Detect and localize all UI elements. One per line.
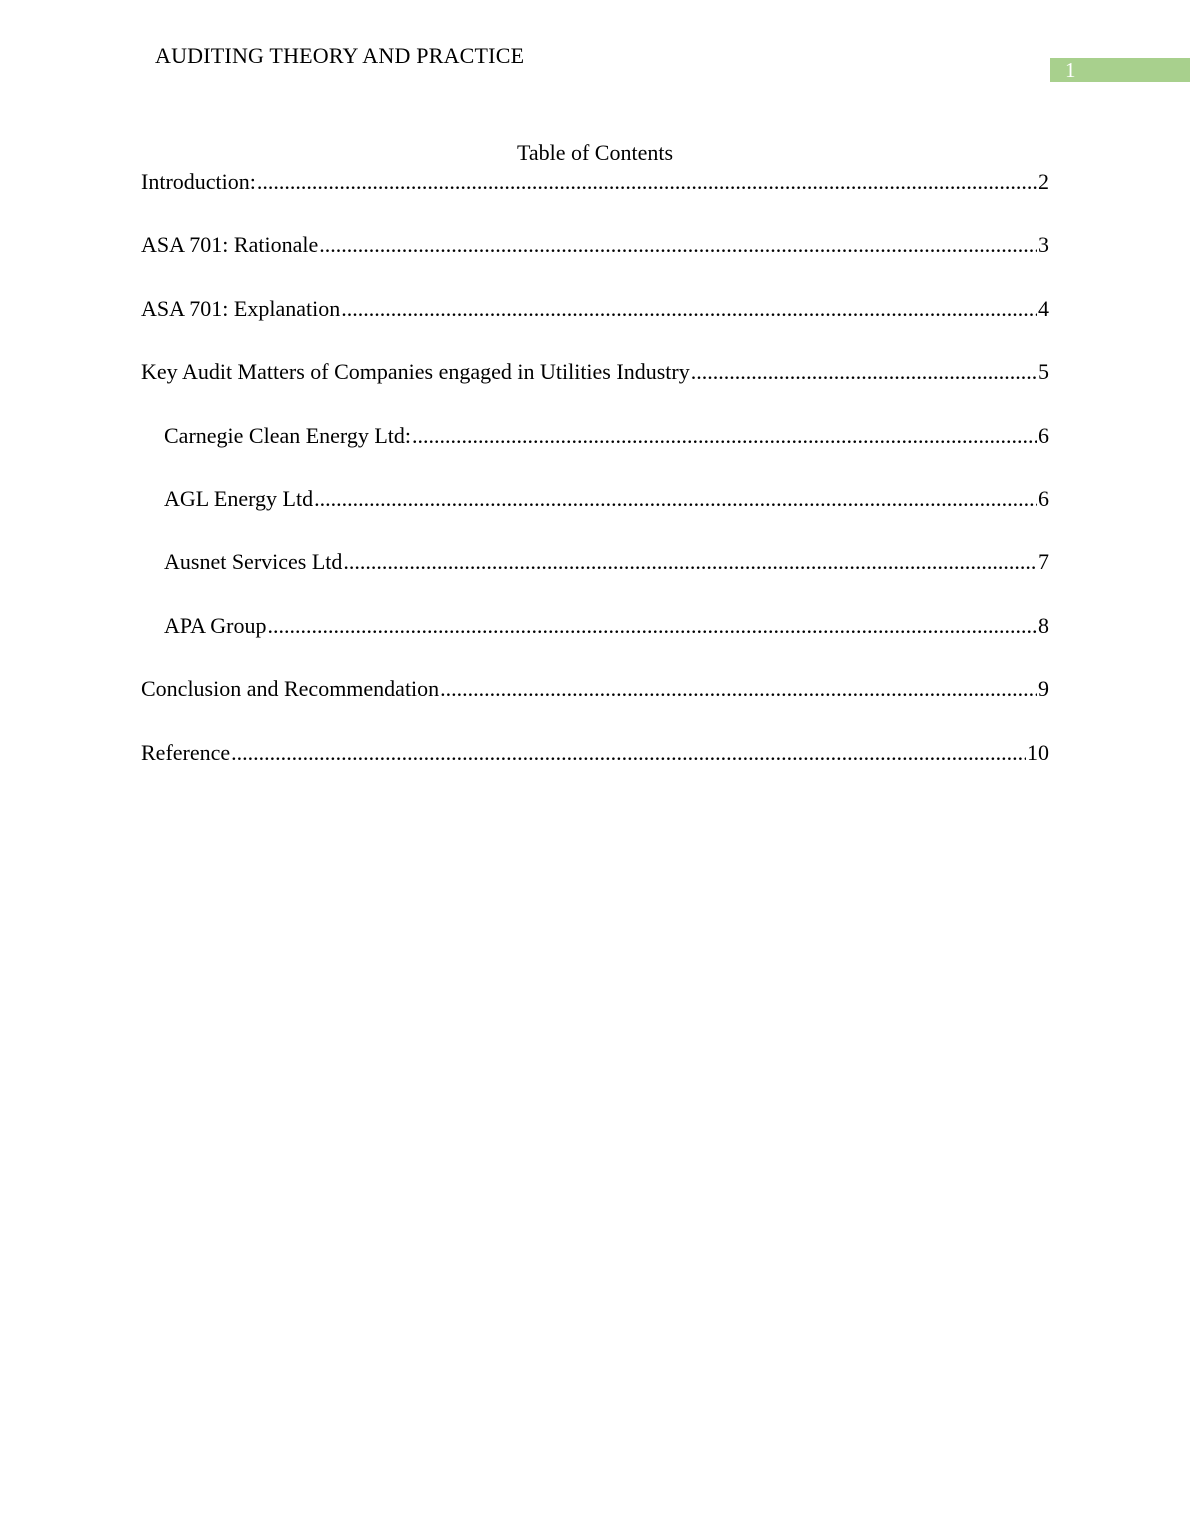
toc-dot-leader	[231, 740, 1026, 766]
toc-entry-page: 5	[1038, 359, 1049, 385]
toc-entry-label: Ausnet Services Ltd	[164, 549, 343, 575]
toc-dot-leader	[691, 359, 1037, 385]
toc-entry-label: Reference	[141, 739, 231, 765]
toc-title: Table of Contents	[516, 140, 674, 165]
table-of-contents	[141, 169, 1049, 803]
toc-entry-page: 10	[1027, 739, 1049, 765]
toc-entry-label: ASA 701: Explanation	[141, 295, 341, 321]
toc-entry-apa-group[interactable]	[141, 613, 1049, 639]
toc-entry-page: 3	[1038, 232, 1049, 258]
toc-entry-page: 6	[1038, 485, 1049, 511]
toc-entry-label: AGL Energy Ltd	[164, 485, 314, 511]
toc-dot-leader	[341, 296, 1037, 322]
toc-entry-page: 2	[1038, 169, 1049, 194]
toc-entry-page: 9	[1038, 676, 1049, 702]
toc-entry-label: Conclusion and Recommendation	[141, 676, 440, 702]
toc-entry-introduction[interactable]	[141, 169, 1049, 195]
toc-entry-key-audit-matters[interactable]	[141, 359, 1049, 385]
toc-entry-asa-701-explanation[interactable]	[141, 296, 1049, 322]
toc-entry-reference[interactable]	[141, 740, 1049, 766]
toc-entry-label: Key Audit Matters of Companies engaged in Utilities Industry	[141, 359, 690, 385]
page-number-badge	[1050, 58, 1190, 82]
toc-entry-conclusion[interactable]	[141, 676, 1049, 702]
page-number: 1	[1065, 58, 1076, 82]
toc-entry-agl-energy[interactable]	[141, 486, 1049, 512]
toc-entry-asa-701-rationale[interactable]	[141, 232, 1049, 258]
toc-entry-label: Introduction:	[141, 169, 256, 194]
toc-entry-carnegie-clean-energy[interactable]	[141, 423, 1049, 449]
toc-entry-label: APA Group	[164, 612, 267, 638]
toc-entry-page: 8	[1038, 612, 1049, 638]
toc-dot-leader	[343, 549, 1037, 575]
toc-dot-leader	[314, 486, 1037, 512]
running-header-title: AUDITING THEORY AND PRACTICE	[155, 43, 525, 68]
toc-dot-leader	[319, 232, 1037, 258]
toc-entry-label: ASA 701: Rationale	[141, 232, 319, 258]
toc-entry-page: 7	[1038, 549, 1049, 575]
toc-dot-leader	[440, 676, 1037, 702]
toc-entry-page: 6	[1038, 422, 1049, 448]
toc-entry-page: 4	[1038, 295, 1049, 321]
toc-dot-leader	[268, 613, 1038, 639]
toc-entry-ausnet-services[interactable]	[141, 549, 1049, 575]
toc-dot-leader	[412, 423, 1037, 449]
toc-entry-label: Carnegie Clean Energy Ltd:	[164, 422, 412, 448]
toc-dot-leader	[257, 169, 1037, 195]
